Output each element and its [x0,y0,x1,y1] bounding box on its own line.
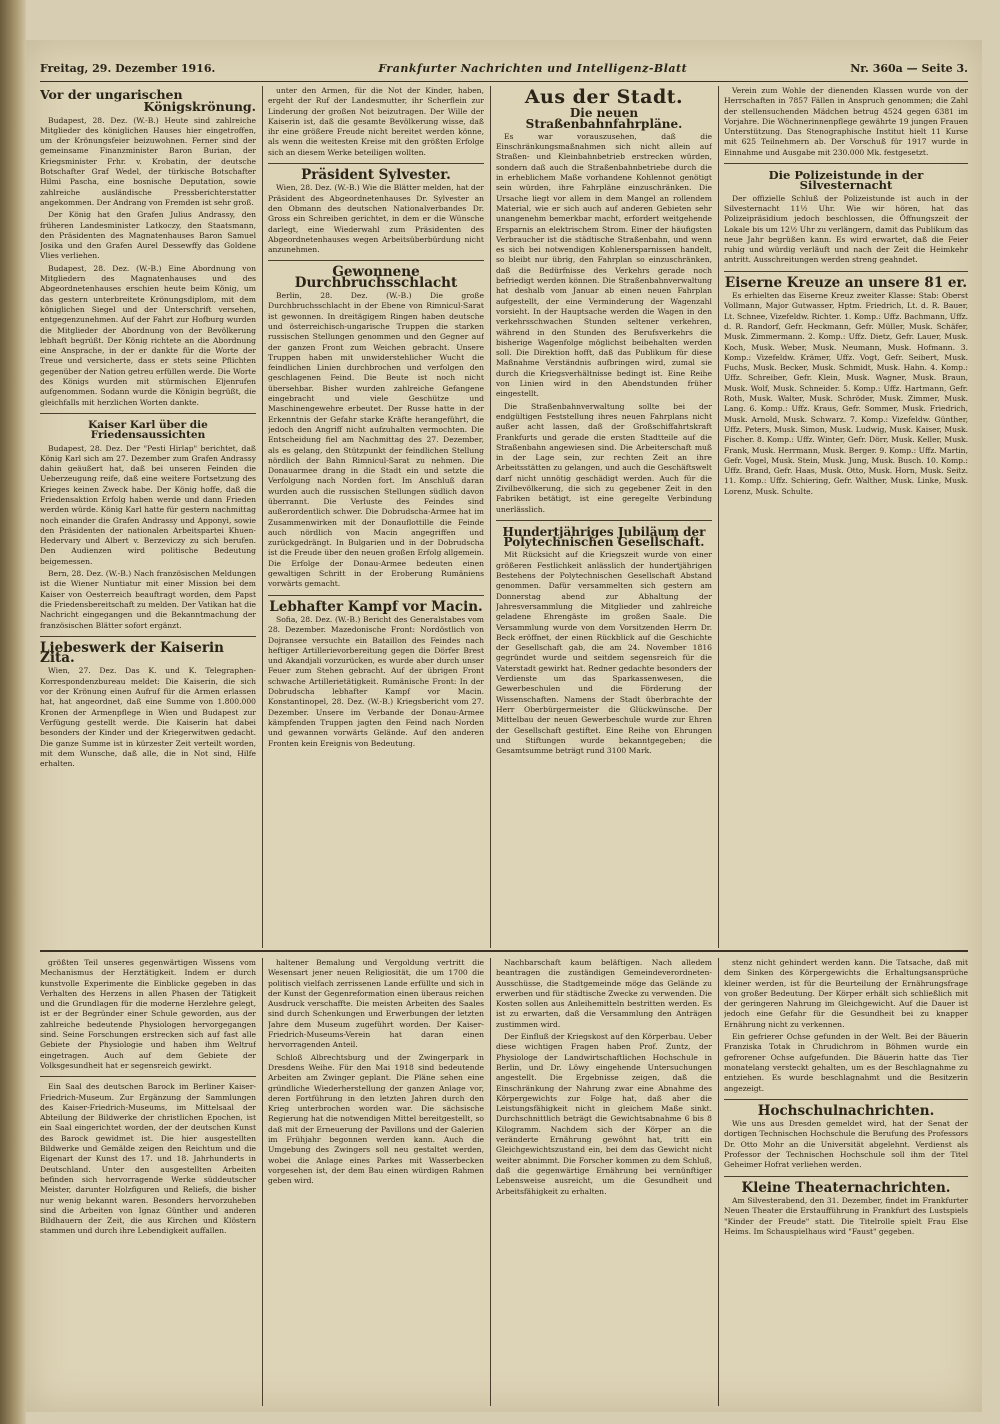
headline-durchbruchsschlacht: Gewonnene Durchbruchsschlacht [294,264,458,291]
article-text: Sofia, 28. Dez. (W.-B.) Bericht des Generalstabes vom 28. Dezember. Mazedonische Front: Nordöstlich von Dojransee versuchte ein Bataillon des Feindes nach heftiger Artillerievorbereitung gegen die Dörfer Brest und Akandjali vorzurücken, es wurde aber durch unser Feuer zum Stehen gebracht. Auf der übrigen Front schwache Artillerietätigkeit. Rumänische Front: In der Dobrudscha lebhafter Kampf vor Macin. Konstantinopel, 28. Dez. (W.-B.) Kriegsbericht vom 27. Dezember. Unsere im Verbande der Donau-Armee kämpfenden Truppen jagten den Feind nach Norden und gewannen vorwärts Gelände. Auf den anderen Fronten kein Ereignis von Bedeutung. [268,614,484,748]
headline-aus-der-stadt: Aus der Stadt. [524,86,684,108]
column-rule [262,958,263,1406]
article-text: Budapest, 28. Dez. Der "Pesti Hirlap" berichtet, daß König Karl sich am 27. Dezember zum Grafen Andrassy dahin geäußert hat, daß bei unseren Feinden die Ueberzeugung reife, daß eine weitere Fortsetzung des Krieges keinen Zweck habe. Der König hoffe, daß die Friedensaktion Erfolg haben werde und dann Frieden werden würde. König Karl hatte für gestern nachmittag noch einander die Grafen Andrassy und Apponyi, sowie den Präsidenten der nationalen Arbeitspartei Khuen-Hedervary und Albert v. Berzeviczy zu sich berufen. Den Audienzen wird politische Bedeutung beigemessen. [40,443,256,566]
article-text: Nachbarschaft kaum beläftigen. Nach alledem beantragen die zuständigen Gemeindeverordneten-Ausschüsse, die Stadtgemeinde möge das Gelände zu erwerben und für städtische Zwecke zu verwenden. Die Kosten sollen aus Anleihemitteln bestritten werden. Es ist zu erwarten, daß die Versammlung den Anträgen zustimmen wird. [496,958,712,1029]
article-text: größten Teil unseres gegenwärtigen Wissens vom Mechanismus der Herztätigkeit. Indem er durch kunstvolle Experimente die Einblicke gegeben in das Verhalten des Herzens in allen Phasen der Tätigkeit und die Grundlagen für die moderne Herzlehre gelegt, ist er der Begründer einer Schule geworden, aus der zahlreiche bedeutende Physiologen hervorgegangen sind. Seine Forschungen erstrecken sich auf fast alle Gebiete der Physiologie und haben ihm Weltruf eingetragen. Auch auf dem Gebiete der Volksgesundheit hat er segensreich gewirkt. [40,958,256,1070]
article-text: Der König hat den Grafen Julius Andrassy, den früheren Landesminister Latkoczy, den Staatsmann, den Präsidenten des Magnatenhauses Baron Samuel Josika und den Grafen Aurel Dessewffy das Goldene Vlies verliehen. [40,210,256,261]
headline-strassenbahn: Die neuen Straßenbahnfahrpläne. [525,106,683,131]
article-text: Am Silvesterabend, den 31. Dezember, findet im Frankfurter Neuen Theater die Erstaufführung in Frankfurt des Lustspiels "Kinder der Freude" statt. Die Titelrolle spielt Frau Else Heims. Im Schauspielhaus wird "Faust" gegeben. [724,1195,968,1236]
article-text: stenz nicht gehindert werden kann. Die Tatsache, daß mit dem Sinken des Körpergewichts die Erhaltungsansprüche kleiner werden, ist für die Beurteilung der Ernährungsfrage von großer Bedeutung. Der Körper erhält sich schließlich mit der geringeren Nahrung im Gleichgewicht. Auf die Dauer ist jedoch eine Gefahr für die Gesundheit bei zu knapper Ernährung nicht zu verkennen. [724,958,968,1029]
headline-friedensaussichten: Kaiser Karl über die Friedensaussichten [88,418,208,442]
headline-polizeistunde: Die Polizeistunde in der Silvesternacht [768,168,924,193]
article-text: Budapest, 28. Dez. (W.-B.) Heute sind zahlreiche Mitglieder des königlichen Hauses hier eingetroffen, um der Krönungsfeier beizuwohnen. Ferner sind der gemeinsame Finanzminister Baron Burian, der Kriegsminister Frhr. v. Krobatin, der deutsche Botschafter Graf Wedel, der türkische Botschafter Hilmi Pascha, eine bosnische Deputation, sowie zahlreiche ausländische Pressberichterstatter angekommen. Der Andrang von Fremden ist sehr groß. [40,115,256,207]
column-3 [496,86,712,944]
divider [724,1176,968,1177]
article-text: Ein Saal des deutschen Barock im Berliner Kaiser-Friedrich-Museum. Zur Ergänzung der Sammlungen des Kaiser-Friedrich-Museums, im Mittelsaal der Abteilung der Bildwerke der christlichen Epochen, ist ein Saal eingerichtet worden, der der deutschen Kunst des Barock gewidmet ist. Die hier ausgestellten Bildwerke und Gemälde zeigen den Reichtum und die Eigenart der Kunst des 17. und 18. Jahrhunderts in Deutschland. Unter den ausgestellten Arbeiten befinden sich hervorragende Werke süddeutscher Meister, darunter Holzfiguren und Reliefs, die bisher nur wenig bekannt waren. Besonders hervorzuheben sind die Arbeiten von Ignaz Günther und anderen Bildhauern der Zeit, die aus Kirchen und Klöstern stammen und durch ihre Lebendigkeit auffallen. [40,1082,256,1236]
divider [40,413,256,414]
headline-polytechnische-gesellschaft: Hundertjähriges Jubiläum der Polytechnischen Gesellschaft. [502,524,706,550]
article-text: unter den Armen, für die Not der Kinder, haben, ergeht der Ruf der Landesmutter, ihr Scherflein zur Linderung der großen Not beizutragen. Der Wille der Kaiserin ist, daß die gesamte Bevölkerung wisse, daß ihr eine größere Freude nicht bereitet werden könne, als wenn die weitesten Kreise mit den größten Erfolge sich an diesem Werke beteiligen wollten. [268,86,484,157]
divider [268,260,484,261]
column-2 [268,86,484,944]
article-text: haltener Bemalung und Vergoldung vertritt die Wesensart jener neuen Religiosität, die um 1700 die politisch vielfach zerrissenen Lande erfüllte und sich in der Kunst der Gegenreformation einen überaus reichen Ausdruck verschaffte. Die meisten Arbeiten des Saales sind durch Schenkungen und Erwerbungen der letzten Jahre dem Museum zugeführt worden. Der Kaiser-Friedrich-Museums-Verein hat daran einen hervorragenden Anteil. [268,958,484,1050]
column-4 [724,86,968,944]
article-text: Ein gefrierer Ochse gefunden in der Welt. Bei der Bäuerin Franziska Totak in Chrudichrom in Böhmen wurde ein gefrorener Ochse aufgefunden. Die Bäuerin hatte das Tier monatelang versteckt gehalten, um es der Beschlagnahme zu entziehen. Es wurde beschlagnahmt und die Besitzerin angezeigt. [724,1032,968,1093]
bottom-column-2 [268,958,484,1406]
article-text: Es erhielten das Eiserne Kreuz zweiter Klasse: Stab: Oberst Vollmann, Major Gutwasser, Hptm. Friedrich, Lt. d. R. Bauer, Lt. Schnee, Vizefeldw. Richter. 1. Komp.: Uffz. Bachmann, Uffz. d. R. Randorf, Gefr. Heckmann, Gefr. Müller, Musk. Schäfer, Musk. Zimmermann. 2. Komp.: Uffz. Dietz, Gefr. Lauer, Musk. Koch, Musk. Weber, Musk. Neumann, Musk. Hofmann. 3. Komp.: Vizefeldw. Krämer, Uffz. Vogt, Gefr. Seibert, Musk. Fuchs, Musk. Becker, Musk. Schmidt, Musk. Hahn. 4. Komp.: Uffz. Schreiber, Gefr. Klein, Musk. Wagner, Musk. Braun, Musk. Wolf, Musk. Schneider. 5. Komp.: Uffz. Hartmann, Gefr. Roth, Musk. Walter, Musk. Schröder, Musk. Zimmer, Musk. Lang. 6. Komp.: Uffz. Kraus, Gefr. Sommer, Musk. Friedrich, Musk. Arnold, Musk. Schwarz. 7. Komp.: Vizefeldw. Günther, Uffz. Peters, Musk. Simon, Musk. Ludwig, Musk. Kaiser, Musk. Fischer. 8. Komp.: Uffz. Winter, Gefr. Dörr, Musk. Keller, Musk. Frank, Musk. Herrmann, Musk. Berger. 9. Komp.: Uffz. Martin, Gefr. Vogel, Musk. Stein, Musk. Jung, Musk. Busch. 10. Komp.: Uffz. Brand, Gefr. Haas, Musk. Otto, Musk. Horn, Musk. Seitz. 11. Komp.: Uffz. Schiering, Gefr. Walther, Musk. Linke, Musk. Lorenz, Musk. Schulte. [724,291,968,496]
article-text: Verein zum Wohle der dienenden Klassen wurde von der Herrschaften in 7857 Fällen in Anspruch genommen; die Zahl der stellensuchenden Mädchen betrug 4524 gegen 6381 im Vorjahre. Die Wöchnerinnenpflege gewährte 19 jungen Frauen Unterstützung. Das Stenographische Institut hielt 11 Kurse mit 625 Teilnehmern ab. Der Vorschuß für 1917 wurde in Einnahme und Ausgabe mit 230.000 Mk. festgesetzt. [724,86,968,157]
bottom-column-1 [40,958,256,1406]
column-rule [490,86,491,948]
column-rule [490,958,491,1406]
article-text: Der Einfluß der Kriegskost auf den Körperbau. Ueber diese wichtigen Fragen haben Prof. Zuntz, der Physiologe der Landwirtschaftlichen Hochschule in Berlin, und Dr. Löwy eingehende Untersuchungen angestellt. Die Ergebnisse zeigen, daß die Einschränkung der Nahrung zwar eine Abnahme des Körpergewichts zur Folge hat, daß aber die Leistungsfähigkeit nicht in gleichem Maße sinkt. Durchschnittlich beträgt die Gewichtsabnahme 6 bis 8 Kilogramm. Nachdem sich der Körper an die veränderte Ernährung gewöhnt hat, tritt ein Gleichgewichtszustand ein, bei dem das Gewicht nicht weiter abnimmt. Die Forscher kommen zu dem Schluß, daß die gegenwärtige Ernährung bei vernünftiger Lebensweise ausreicht, um die Gesundheit und Arbeitsfähigkeit zu erhalten. [496,1032,712,1196]
divider [40,636,256,637]
header-date: Freitag, 29. Dezember 1916. [40,62,216,75]
section-rule [40,950,968,952]
page-header [40,62,968,82]
divider [268,595,484,596]
newspaper-page [26,40,982,1412]
article-text: Die Straßenbahnverwaltung sollte bei der endgültigen Feststellung ihres neuen Fahrplans nicht außer acht lassen, daß der Großschiffahrtskraft Frankfurts und gerade die ersten Stadtteile auf die Straßenbahn angewiesen sind. Die Arbeiterschaft muß in der Lage sein, zur rechten Zeit an ihre Arbeitsstätten zu gelangen, und auch die Geschäftswelt darf nicht unnötig geschädigt werden. Auch für die Zivilbevölkerung, die sich zu gegebener Zeit in den Fabriken betätigt, ist eine geregelte Verbindung unerlässlich. [496,401,712,514]
article-text: Budapest, 28. Dez. (W.-B.) Eine Abordnung von Mitgliedern des Magnatenhauses und des Abgeordnetenhauses erschien heute beim König, um das gestern unterbreitete Krönungsdiplom, mit dem königlichen Siegel und der Unterschrift versehen, entgegenzunehmen. Auf der Fahrt zur Hofburg wurden die Mitglieder der Abordnung von der Bevölkerung lebhaft begrüßt. Der König richtete an die Abordnung eine Ansprache, in der er dankte für die Worte der Treue und versicherte, dass er stets seine Pflichten gegenüber der Nation getreu erfüllen werde. Die Worte des Königs wurden mit stürmischen Eljenrufen aufgenommen. Sodann wurde die Königin begrüßt, die gleichfalls mit herzlichen Worten dankte. [40,263,256,407]
divider [40,1076,256,1077]
divider [496,520,712,521]
headline-liebeswerk: Liebeswerk der Kaiserin Zita. [40,639,224,667]
divider [268,163,484,164]
article-text: Es war vorauszusehen, daß die Einschränkungsmaßnahmen sich nicht allein auf Straßen- und Kleinbahnbetrieb erstrecken würden, sondern daß auch die Straßenbahnbetriebe durch die in erheblichem Maße vorhandene Kohlennot genötigt sein würden, ihre Fahrpläne einzuschränken. Die Ursache liegt vor allem in dem Mangel an rollendem Material, wie er sich auch auf anderen Gebieten sehr unangenehm bemerkbar macht, erfordert weitgehende Ersparnis an elektrischem Strom. Einer der häufigsten Verbraucher ist die städtische Straßenbahn, und wenn es sich bei notwendigen Kohlenersparnissen handelt, so bleibt nur übrig, den Fahrplan so einzuschränken, daß die Bedürfnisse des Verkehrs gerade noch befriedigt werden können. Die Straßenbahnverwaltung hat deshalb vom Januar ab einen neuen Fahrplan aufgestellt, der eine Verminderung der Wagenzahl vorsieht. In der Hauptsache werden die Wagen in den verkehrsschwachen Stunden seltener verkehren, während in den Stunden des Berufsverkehrs die bisherige Wagenfolge möglichst beibehalten werden soll. Die Direktion hofft, daß das Publikum für diese Maßnahme Verständnis aufbringen wird, zumal sie durch die Kriegsverhältnisse bedingt ist. Eine Reihe von Linien wird in den Abendstunden früher eingestellt. [496,131,712,399]
headline-macin: Lebhafter Kampf vor Macin. [269,598,483,615]
header-page-number: Nr. 360a — Seite 3. [850,62,968,75]
divider [724,271,968,272]
article-text: Wien, 27. Dez. Das K. und K. Telegraphen-Korrespondenzbureau meldet: Die Kaiserin, die sich vor der Krönung einen Aufruf für die Armen erlassen hat, hat angeordnet, daß eine Summe von 1.800.000 Kronen der Armenpflege in Wien und Budapest zur Verfügung gestellt werde. Die Kaiserin hat dabei besonders der Kinder und der Kriegerwitwen gedacht. Die ganze Summe ist in kürzester Zeit verteilt worden, mit dem Wunsche, daß alle, die in Not sind, Hilfe erhalten. [40,666,256,769]
headline-hochschulnachrichten: Hochschulnachrichten. [757,1102,935,1119]
headline-ungarn-2: Königskrönung. [143,99,256,115]
headline-ungarn-1: Vor der ungarischen [40,87,183,102]
article-text: Schloß Albrechtsburg und der Zwingerpark in Dresdens Weihe. Für den Mai 1918 sind bedeutende Arbeiten am Zwinger geplant. Die Pläne sehen eine gründliche Wiederherstellung der ganzen Anlage vor, deren Fortführung in den letzten Jahren durch den Krieg unterbrochen worden war. Die sächsische Regierung hat die notwendigen Mittel bereitgestellt, so daß mit der Erneuerung der Pavillons und der Galerien im Frühjahr begonnen werden kann. Auch die Umgebung des Zwingers soll neu gestaltet werden, wobei die Anlage eines Parkes mit Wasserbecken vorgesehen ist, der dem Bau einen würdigen Rahmen geben wird. [268,1052,484,1186]
header-masthead: Frankfurter Nachrichten und Intelligenz-Blatt [378,62,688,75]
headline-sylvester: Präsident Sylvester. [301,167,451,184]
article-text: Bern, 28. Dez. (W.-B.) Nach französischen Meldungen ist die Wiener Nuntiatur mit einer Mission bei dem Kaiser von Oesterreich beauftragt worden, dem Papst die Friedensbereitschaft zu melden. Der Vatikan hat die Nachricht eingegangen und die Bekanntmachung der französischen Blätter sofort ergänzt. [40,569,256,630]
bottom-column-4 [724,958,968,1406]
article-text: Berlin, 28. Dez. (W.-B.) Die große Durchbruchsschlacht in der Ebene von Rimnicul-Sarat ist gewonnen. In dreitägigem Ringen haben deutsche und österreichisch-ungarische Truppen die starken russischen Stellungen genommen und den Gegner auf der ganzen Front zum Weichen gebracht. Unsere Truppen haben mit unwiderstehlicher Wucht die feindlichen Linien durchbrochen und verfolgen den geschlagenen Feind. Die Beute ist noch nicht übersehbar. Bisher wurden zahlreiche Gefangene eingebracht und viele Geschütze und Maschinengewehre erbeutet. Der Russe hatte in der Erkenntnis der Gefahr starke Kräfte herangeführt, die jedoch den Angriff nicht aufzuhalten vermochten. Die Entscheidung fiel am Nachmittag des 27. Dezember, als es gelang, den Stützpunkt der feindlichen Stellung nördlich der Bahn Rimnicul-Sarat zu nehmen. Die Donauarmee drang in die Stadt ein und setzte die Verfolgung nach Norden fort. Im Anschluß daran wurden auch die russischen Stellungen südlich davon überrannt. Die Verluste des Feindes sind außerordentlich schwer. Die Dobrudscha-Armee hat im Zusammenwirken mit der Donauflottille die Feinde auch nördlich von Macin angegriffen und zurückgedrängt. In Bulgarien und in der Dobrudscha ist die Freude über den neuen großen Erfolg allgemein. Die Erfolge der Donau-Armee bedeuten einen gewaltigen Schritt in der Eroberung Rumäniens vorwärts gemacht. [268,291,484,589]
column-rule [718,958,719,1406]
article-text: Mit Rücksicht auf die Kriegszeit wurde von einer größeren Festlichkeit anlässlich der hundertjährigen Bestehens der Polytechnischen Gesellschaft Abstand genommen. Dafür versammelten sich gestern am Donnerstag abend zur Abhaltung der Jahresversammlung die Mitglieder und zahlreiche geladene Ehrengäste im großen Saale. Die Versammlung wurde von dem Vorsitzenden Herrn Dr. Beck eröffnet, der einen Rückblick auf die Geschichte der Gesellschaft gab, die am 24. November 1816 gegründet wurde und seitdem segensreich für die Vaterstadt gewirkt hat. Redner gedachte besonders der Verdienste um das Sparkassenwesen, die Gewerbeschulen und die Förderung der Wissenschaften. Namens der Stadt überbrachte der Herr Oberbürgermeister die Glückwünsche. Der Mittelbau der neuen Gewerbeschule wurde zur Ehren der Gesellschaft gestiftet. Eine Reihe von Ehrungen und Stiftungen wurde bekanntgegeben; die Gesamtsumme beträgt rund 3100 Mark. [496,550,712,756]
divider [724,163,968,164]
article-text: Wie uns aus Dresden gemeldet wird, hat der Senat der dortigen Technischen Hochschule die Berufung des Professors Dr. Otto Mohr an die Universität abgelehnt. Verdienst als Professor der Technischen Hochschule soll ihm der Titel Geheimer Hofrat verliehen werden. [724,1119,968,1170]
headline-eiserne-kreuze: Eiserne Kreuze an unsere 81 er. [724,274,968,291]
article-text: Der offizielle Schluß der Polizeistunde ist auch in der Silvesternacht 11½ Uhr. Wie wir hören, hat das Polizeipräsidium jedoch beschlossen, die Öffnungszeit der Lokale bis um 12½ Uhr zu verlängern, damit das Publikum das neue Jahr begrüßen kann. Es wird erwartet, daß die Feier ruhig und würdig verläuft und nach der Zeit die Heimkehr antritt. Ausschreitungen werden streng geahndet. [724,193,968,265]
bottom-column-3 [496,958,712,1406]
divider [724,1099,968,1100]
column-rule [262,86,263,948]
book-spine [0,0,26,1424]
headline-theaternachrichten: Kleine Theaternachrichten. [741,1179,951,1196]
column-rule [718,86,719,948]
article-text: Wien, 28. Dez. (W.-B.) Wie die Blätter melden, hat der Präsident des Abgeordnetenhauses Dr. Sylvester an den Obmann des deutschen Nationalverbandes Dr. Gross ein Schreiben gerichtet, in dem er die Wünsche darlegt, eine Wiederwahl zum Präsidenten des Abgeordnetenhauses wegen Arbeitsüberbürdung nicht anzunehmen. [268,183,484,255]
column-1 [40,86,256,944]
